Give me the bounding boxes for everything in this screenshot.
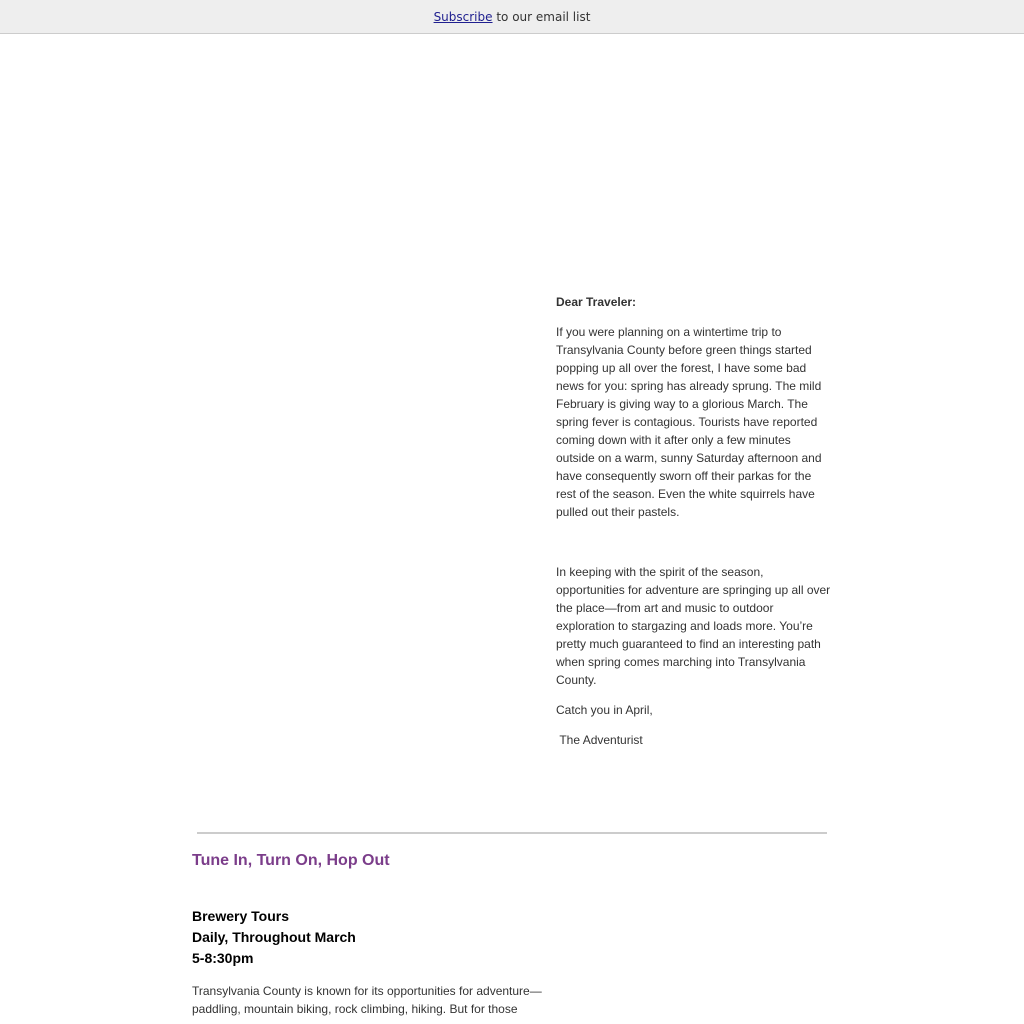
section-heading: Tune In, Turn On, Hop Out bbox=[192, 852, 390, 869]
letter-closing: Catch you in April, bbox=[556, 703, 653, 717]
event-schedule: Daily, Throughout March bbox=[192, 929, 356, 945]
event-header bbox=[192, 906, 356, 969]
letter-signature-text: The Adventurist bbox=[559, 733, 643, 747]
letter-signature bbox=[556, 731, 831, 749]
event-name: Brewery Tours bbox=[192, 908, 289, 924]
intro-letter bbox=[556, 293, 831, 761]
letter-paragraph-2: In keeping with the spirit of the season, opportunities for adventure are springing up all over the place—from art and music to outdoor exploration to stargazing and loads more. You’re pretty much guaranteed to find an interesting path when spring comes marching into Transylvania County. bbox=[556, 565, 831, 687]
event-description: Transylvania County is known for its opportunities for adventure—paddling, mountain biking, rock climbing, hiking. But for those bbox=[192, 984, 542, 1016]
subscribe-banner-text: to our email list bbox=[492, 10, 591, 24]
subscribe-link[interactable]: Subscribe bbox=[433, 10, 493, 24]
letter-spacer bbox=[556, 533, 831, 563]
letter-paragraph-1: If you were planning on a wintertime trip to Transylvania County before green things started popping up all over the forest, I have some bad news for you: spring has already sprung. The mild February is giving way to a glorious March. The spring fever is contagious. Tourists have reported coming down with it after only a few minutes outside on a warm, sunny Saturday afternoon and have consequently sworn off their parkas for the rest of the season. Even the white squirrels have pulled out their pastels. bbox=[556, 325, 822, 519]
letter-salutation: Dear Traveler: bbox=[556, 295, 637, 309]
section-divider bbox=[197, 832, 827, 834]
subscribe-banner bbox=[0, 0, 1024, 34]
event-time: 5-8:30pm bbox=[192, 950, 254, 966]
